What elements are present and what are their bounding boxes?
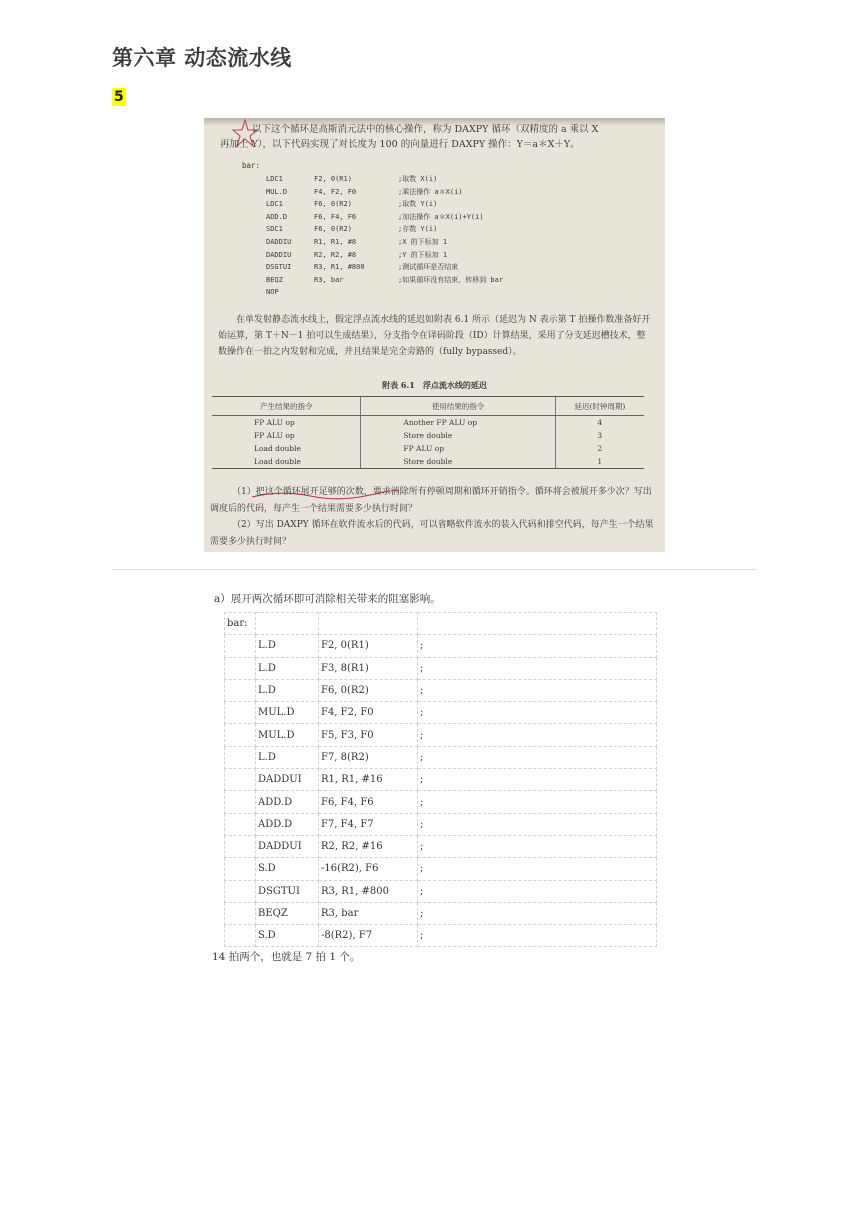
answer-args: F4, F2, F0 bbox=[319, 702, 418, 724]
answer-label-row bbox=[225, 613, 657, 635]
latency-header-latency: 延迟(时钟周期) bbox=[555, 397, 644, 416]
photo-code-comment: ;取数 X(i) bbox=[398, 175, 438, 183]
latency-header-producer: 产生结果的指令 bbox=[212, 397, 361, 416]
answer-op: DADDUI bbox=[256, 769, 319, 791]
answer-comment: ; bbox=[418, 835, 657, 857]
photo-code-row bbox=[266, 236, 503, 249]
photo-code-op: NOP bbox=[266, 288, 279, 297]
answer-op: MUL.D bbox=[256, 702, 319, 724]
answer-op: MUL.D bbox=[256, 724, 319, 746]
question-1: （1）把这个循环展开足够的次数，要求消除所有停顿周期和循环开销指令。循环将会被展开多少次？写出调度后的代码，每产生一个结果需要多少执行时间？ bbox=[210, 487, 652, 514]
photo-code-args: R1, R1, #8 bbox=[314, 237, 357, 246]
answer-comment: ; bbox=[418, 657, 657, 679]
answer-args: F7, 8(R2) bbox=[319, 746, 418, 768]
latency-consumer-cell: FP ALU op bbox=[361, 442, 555, 455]
photo-code-comment: ;X 的下标加 1 bbox=[398, 237, 448, 246]
answer-op: L.D bbox=[256, 679, 319, 701]
intro-line-1: 以下这个循环是高斯消元法中的核心操作，称为 DAXPY 循环（双精度的 a 乘以 X bbox=[252, 124, 599, 135]
photo-code-comment: ;乘法操作 a＊X(i) bbox=[398, 187, 463, 196]
answer-comment: ; bbox=[418, 858, 657, 880]
photo-code-args: R3, bar bbox=[314, 275, 344, 284]
answer-comment: ; bbox=[418, 635, 657, 657]
pen-underline-mark-icon bbox=[250, 486, 400, 500]
question-number-highlight: 5 bbox=[114, 89, 124, 105]
answer-args: F7, F4, F7 bbox=[319, 813, 418, 835]
photo-code-row bbox=[266, 223, 503, 236]
question-2: （2）写出 DAXPY 循环在软件流水后的代码，可以省略软件流水的装入代码和排空代码，每产生一个结果需要多少执行时间？ bbox=[210, 520, 654, 547]
answer-summary: 14 拍两个，也就是 7 拍 1 个。 bbox=[212, 951, 361, 963]
answer-row bbox=[225, 724, 657, 746]
photo-code-op: MUL.D bbox=[266, 187, 288, 196]
photo-code-args: R3, R1, #800 bbox=[314, 263, 365, 272]
latency-header-consumer: 使用结果的指令 bbox=[361, 397, 555, 416]
answer-op: L.D bbox=[256, 746, 319, 768]
photo-code-row bbox=[266, 249, 503, 262]
photo-code-args: F6, F4, F6 bbox=[314, 212, 357, 221]
answer-args: R1, R1, #16 bbox=[319, 769, 418, 791]
latency-row bbox=[212, 455, 644, 469]
answer-comment: ; bbox=[418, 724, 657, 746]
latency-producer-cell: Load double bbox=[212, 455, 361, 469]
latency-consumer-cell: Store double bbox=[361, 429, 555, 442]
photo-code-op: SDC1 bbox=[266, 225, 283, 234]
photo-code-comment: ;Y 的下标加 1 bbox=[398, 250, 448, 259]
photo-code-row bbox=[266, 286, 503, 299]
answer-args: F2, 0(R1) bbox=[319, 635, 418, 657]
answer-args: F6, 0(R2) bbox=[319, 679, 418, 701]
answer-comment: ; bbox=[418, 925, 657, 947]
answer-args: -8(R2), F7 bbox=[319, 925, 418, 947]
latency-consumer-cell: Another FP ALU op bbox=[361, 416, 555, 430]
latency-value-cell: 4 bbox=[555, 416, 644, 430]
photo-code-op: DADDIU bbox=[266, 237, 292, 246]
answer-op: ADD.D bbox=[256, 791, 319, 813]
photo-code-args: F6, 0(R2) bbox=[314, 200, 352, 209]
answer-op: S.D bbox=[256, 858, 319, 880]
latency-value-cell: 1 bbox=[555, 455, 644, 469]
answer-intro: a）展开两次循环即可消除相关带来的阻塞影响。 bbox=[214, 593, 441, 605]
answer-op: DSGTUI bbox=[256, 880, 319, 902]
photo-code-op: LDC1 bbox=[266, 175, 283, 183]
answer-op: S.D bbox=[256, 925, 319, 947]
photo-code-args: R2, R2, #8 bbox=[314, 250, 357, 259]
photo-code-comment: ;如果循环没有结束，转移到 bar bbox=[398, 275, 504, 284]
answer-row bbox=[225, 702, 657, 724]
answer-args: R3, bar bbox=[319, 902, 418, 924]
answer-row bbox=[225, 902, 657, 924]
latency-table-caption: 附表 6.1 浮点流水线的延迟 bbox=[382, 380, 487, 390]
photo-code-comment: ;存数 Y(i) bbox=[398, 225, 438, 234]
answer-code-body bbox=[225, 613, 657, 947]
answer-row bbox=[225, 657, 657, 679]
photo-code-args: F2, 0(R1) bbox=[314, 175, 352, 183]
photo-code-op: DSGTUI bbox=[266, 263, 292, 272]
answer-comment: ; bbox=[418, 813, 657, 835]
photo-code-op: ADD.D bbox=[266, 212, 288, 221]
photo-code-comment: ;加法操作 a＊X(i)+Y(i) bbox=[398, 212, 484, 221]
answer-label: bar: bbox=[225, 613, 256, 635]
answer-args: R2, R2, #16 bbox=[319, 835, 418, 857]
photo-code-row bbox=[266, 261, 503, 274]
latency-producer-cell: Load double bbox=[254, 444, 301, 453]
answer-op: L.D bbox=[256, 635, 319, 657]
photo-code-row bbox=[266, 274, 503, 287]
photo-code-row bbox=[266, 198, 503, 211]
answer-args: F6, F4, F6 bbox=[319, 791, 418, 813]
answer-comment: ; bbox=[418, 679, 657, 701]
latency-producer-cell: FP ALU op bbox=[254, 431, 295, 440]
answer-comment: ; bbox=[418, 902, 657, 924]
answer-row bbox=[225, 679, 657, 701]
answer-args: -16(R2), F6 bbox=[319, 858, 418, 880]
answer-row bbox=[225, 635, 657, 657]
intro-line-2: 再加上 Y），以下代码实现了对长度为 100 的向量进行 DAXPY 操作：Y＝a＊X＋Y。 bbox=[220, 139, 580, 150]
answer-comment: ; bbox=[418, 702, 657, 724]
code-label: bar: bbox=[242, 161, 261, 170]
photo-code-args: F4, F2, F0 bbox=[314, 187, 357, 196]
answer-row bbox=[225, 769, 657, 791]
latency-consumer-cell: Store double bbox=[361, 455, 555, 469]
answer-row bbox=[225, 835, 657, 857]
photo-code-row bbox=[266, 173, 503, 186]
photo-code-row bbox=[266, 211, 503, 224]
latency-value-cell: 3 bbox=[555, 429, 644, 442]
photo-code-listing bbox=[266, 173, 503, 299]
answer-op: L.D bbox=[256, 657, 319, 679]
latency-row bbox=[212, 442, 644, 455]
answer-op: ADD.D bbox=[256, 813, 319, 835]
photo-code-args: F6, 0(R2) bbox=[314, 225, 352, 234]
photo-code-comment: ;取数 Y(i) bbox=[398, 200, 438, 209]
photo-code-op: DADDIU bbox=[266, 250, 292, 259]
latency-table-body bbox=[212, 416, 644, 469]
answer-args: R3, R1, #800 bbox=[319, 880, 418, 902]
latency-table bbox=[212, 396, 644, 469]
chapter-title: 第六章 动态流水线 bbox=[112, 46, 292, 70]
problem-paragraph: 在单发射静态流水线上，假定浮点流水线的延迟如附表 6.1 所示（延迟为 N 表示第 T 拍操作数准备好开始运算，第 T＋N－1 拍可以生成结果），分支指令在译码阶段（ID）计算结果，采用了分支延迟槽技术，整数操作在一拍之内发射和完成，并且结果是完全旁路的（fully bypassed）。 bbox=[218, 315, 651, 357]
answer-row bbox=[225, 858, 657, 880]
latency-row bbox=[212, 416, 644, 430]
answer-comment: ; bbox=[418, 791, 657, 813]
answer-row bbox=[225, 746, 657, 768]
answer-op: DADDUI bbox=[256, 835, 319, 857]
answer-comment: ; bbox=[418, 746, 657, 768]
photo-code-op: LDC1 bbox=[266, 200, 283, 209]
answer-args: F5, F3, F0 bbox=[319, 724, 418, 746]
photo-code-op: BEQZ bbox=[266, 275, 283, 284]
section-divider bbox=[112, 569, 757, 570]
latency-row bbox=[212, 429, 644, 442]
photo-code-row bbox=[266, 186, 503, 199]
answer-comment: ; bbox=[418, 769, 657, 791]
answer-op: BEQZ bbox=[256, 902, 319, 924]
photo-code-comment: ;测试循环是否结束 bbox=[398, 263, 459, 272]
answer-row bbox=[225, 925, 657, 947]
answer-row bbox=[225, 813, 657, 835]
answer-row bbox=[225, 880, 657, 902]
answer-code-table bbox=[224, 612, 657, 947]
latency-value-cell: 2 bbox=[555, 442, 644, 455]
latency-producer-cell: FP ALU op bbox=[254, 418, 295, 427]
answer-args: F3, 8(R1) bbox=[319, 657, 418, 679]
answer-row bbox=[225, 791, 657, 813]
answer-comment: ; bbox=[418, 880, 657, 902]
textbook-photo bbox=[204, 118, 665, 552]
problem-intro bbox=[220, 122, 652, 152]
